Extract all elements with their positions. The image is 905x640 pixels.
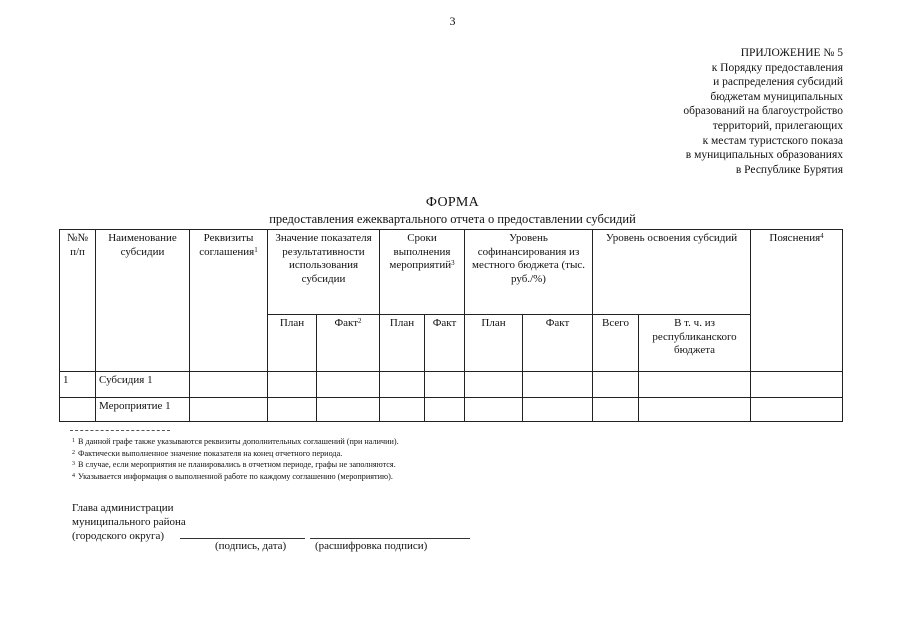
header-indicator-fact [317,315,380,372]
header-indicator: Значение показателя результативности использования субсидии [268,230,380,315]
header-requisites-label: Реквизиты соглашения [199,232,255,258]
header-deadlines [380,230,465,315]
signature-field[interactable] [180,538,305,539]
report-table [59,229,843,422]
appendix-line: ПРИЛОЖЕНИЕ № 5 [740,47,843,59]
footnote [72,471,399,483]
footnote-ref: 2 [358,317,362,325]
table-cell[interactable] [751,398,843,422]
table-cell[interactable] [639,398,751,422]
appendix-line: к Порядку предоставления [711,61,843,74]
appendix-line: в Республике Бурятия [735,163,843,176]
row-name: Субсидия 1 [96,372,190,398]
header-explanations [751,230,843,372]
table-cell[interactable] [317,398,380,422]
header-deadlines-plan: План [380,315,425,372]
table-header-row [60,230,843,315]
footnote-ref: 4 [820,232,824,240]
footnote-ref: 1 [254,245,258,254]
table-cell[interactable] [268,398,317,422]
appendix-line: бюджетам муниципальных [710,90,843,103]
form-title: ФОРМА [425,195,480,210]
header-incl-republic: В т. ч. из республиканского бюджета [639,315,751,372]
signature-line-text: (городского округа) [72,530,165,542]
table-cell[interactable] [523,398,593,422]
signature-decoding-field[interactable] [310,538,470,539]
signature-line-text: Глава администрации [72,502,174,514]
table-cell[interactable] [380,372,425,398]
row-num: 1 [60,372,96,398]
appendix-line: и распределения субсидий [713,76,843,89]
decoding-caption: (расшифровка подписи) [315,540,428,552]
footnote-text: В данной графе также указываются реквизиты дополнительных соглашений (при наличии). [78,437,399,446]
table-cell[interactable] [190,398,268,422]
footnote-divider [70,430,170,431]
footnote-mark: 4 [72,472,75,479]
table-cell[interactable] [465,372,523,398]
table-cell[interactable] [425,398,465,422]
form-subtitle: предоставления ежеквартального отчета о предоставлении субсидий [269,212,636,226]
table-cell[interactable] [465,398,523,422]
header-indicator-plan: План [268,315,317,372]
footnote-ref: 3 [451,259,455,267]
footnote [72,436,399,448]
row-name: Мероприятие 1 [96,398,190,422]
appendix-header [683,46,843,177]
footnote [72,448,399,460]
header-cofinancing: Уровень софинансирования из местного бюджета (тыс. руб./%) [465,230,593,315]
header-total: Всего [593,315,639,372]
appendix-line: в муниципальных образованиях [685,149,843,162]
table-cell[interactable] [593,372,639,398]
row-num [60,398,96,422]
footnote-mark: 3 [72,461,75,467]
appendix-line: к местам туристского показа [702,134,843,147]
table-cell[interactable] [380,398,425,422]
footnote-mark: 2 [72,449,75,456]
header-cofinancing-plan: План [465,315,523,372]
header-deadlines-label: Сроки выполнения мероприятий [389,232,452,271]
page-number: 3 [449,14,456,28]
appendix-line: образований на благоустройство [683,105,843,118]
footnote [72,459,399,471]
table-cell[interactable] [425,372,465,398]
header-cofinancing-fact: Факт [523,315,593,372]
table-cell[interactable] [639,372,751,398]
header-mastery: Уровень освоения субсидий [593,230,751,315]
footnotes [72,436,399,482]
header-explanations-label: Пояснения [769,232,821,244]
footnote-text: Фактически выполненное значение показателя на конец отчетного периода. [78,448,343,458]
table-cell[interactable] [751,372,843,398]
header-fact-label: Факт [334,317,359,329]
signature-caption: (подпись, дата) [215,540,287,552]
table-cell[interactable] [523,372,593,398]
table-cell[interactable] [190,372,268,398]
header-deadlines-fact: Факт [425,315,465,372]
header-num: №№ п/п [60,230,96,372]
signature-line-text: муниципального района [72,516,186,528]
table-row [60,398,843,422]
table-row [60,372,843,398]
footnote-text: Указывается информация о выполненной работе по каждому соглашению (мероприятию). [78,471,393,481]
table-cell[interactable] [317,372,380,398]
footnote-text: В случае, если мероприятия не планировались в отчетном периоде, графы не заполняются. [78,460,396,469]
header-name: Наименование субсидии [96,230,190,372]
header-requisites [190,230,268,372]
signature-block [72,501,186,543]
table-cell[interactable] [593,398,639,422]
footnote-mark: 1 [72,438,75,444]
appendix-line: территорий, прилегающих [712,119,843,132]
table-cell[interactable] [268,372,317,398]
